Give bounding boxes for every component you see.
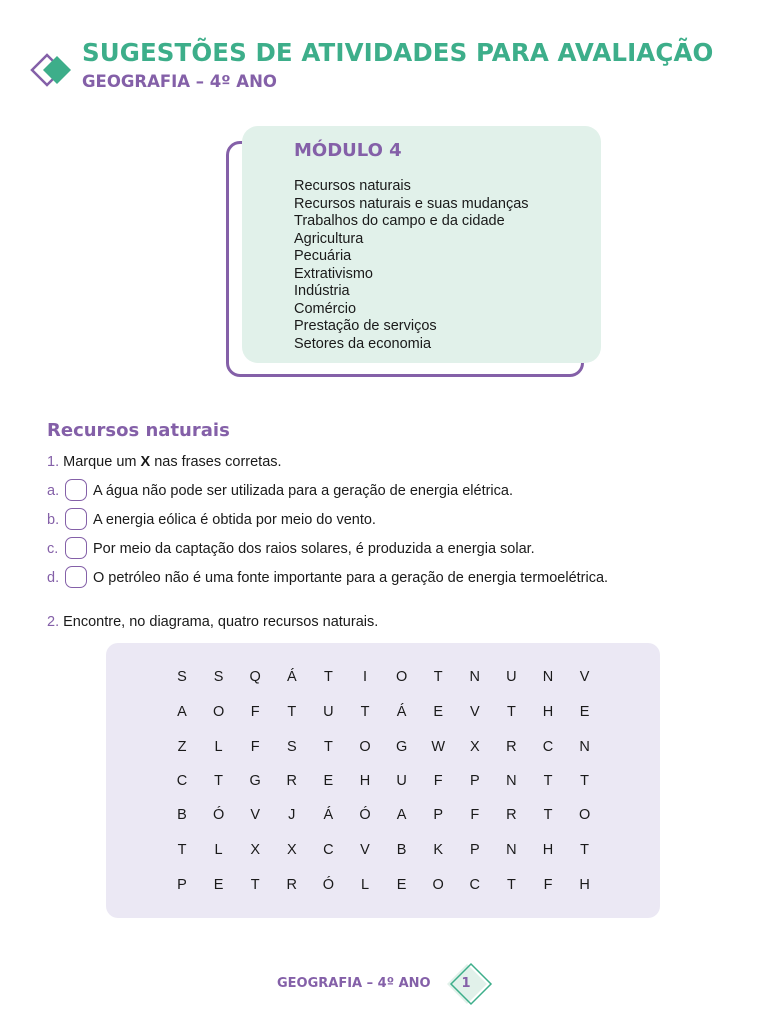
word-search-letter[interactable]: E (579, 704, 590, 720)
option-label: a. (47, 483, 60, 499)
module-topic: Recursos naturais (294, 178, 411, 194)
word-search-letter[interactable]: N (506, 773, 517, 789)
question-text: Encontre, no diagrama, quatro recursos naturais. (63, 614, 379, 630)
module-topic-list (294, 178, 529, 353)
word-search-letter[interactable]: T (506, 704, 516, 720)
word-search-letter[interactable]: P (469, 842, 480, 858)
word-search-letter[interactable]: H (542, 704, 554, 720)
word-search-letter[interactable]: N (469, 669, 481, 685)
word-search-letter[interactable]: H (542, 842, 554, 858)
word-search-letter[interactable]: Á (286, 669, 297, 685)
word-search-letter[interactable]: N (579, 739, 590, 755)
word-search-letter[interactable]: Ó (359, 807, 371, 823)
module-topic: Agricultura (294, 230, 364, 247)
word-search-letter[interactable]: F (250, 739, 260, 755)
question-number: 2. (47, 614, 60, 630)
word-search-letter[interactable]: R (506, 807, 517, 823)
option-label: d. (47, 570, 60, 586)
word-search-letter[interactable]: H (359, 773, 371, 789)
word-search-letter[interactable]: S (286, 739, 297, 755)
word-search-letter[interactable]: N (506, 842, 517, 858)
footer-subject: GEOGRAFIA – 4º ANO (277, 976, 431, 991)
word-search-letter[interactable]: Q (249, 669, 261, 685)
word-search-letter[interactable]: E (323, 773, 334, 789)
word-search-letter[interactable]: T (433, 669, 443, 685)
word-search-letter[interactable]: R (286, 877, 298, 893)
answer-checkbox[interactable] (65, 566, 87, 588)
word-search-letter[interactable]: O (395, 669, 408, 685)
word-search-letter[interactable]: T (543, 773, 553, 789)
word-search-letter[interactable]: Á (396, 704, 407, 720)
word-search-letter[interactable]: Ó (212, 807, 225, 823)
word-search-letter[interactable]: E (433, 704, 444, 720)
word-search-letter[interactable]: Á (323, 807, 334, 823)
word-search-letter[interactable]: U (396, 773, 407, 789)
word-search-letter[interactable]: L (214, 842, 223, 858)
module-topic: Setores da economia (294, 335, 432, 352)
word-search-letter[interactable]: X (250, 842, 261, 858)
word-search-letter[interactable]: P (469, 773, 480, 789)
word-search-letter[interactable]: O (432, 877, 444, 893)
option-text: Por meio da captação dos raios solares, é produzida a energia solar. (93, 541, 535, 557)
question-text: nas frases corretas. (154, 454, 282, 470)
word-search-letter[interactable]: X (286, 842, 297, 858)
word-search-letter[interactable]: H (579, 877, 590, 893)
section-title: Recursos naturais (47, 420, 230, 441)
word-search-letter[interactable]: S (213, 669, 224, 685)
word-search-letter[interactable]: W (431, 739, 446, 755)
option-label: b. (47, 512, 60, 528)
option-label: c. (47, 541, 59, 557)
module-topic: Recursos naturais e suas mudanças (294, 195, 529, 212)
word-search-letter[interactable]: E (396, 877, 407, 893)
word-search-letter[interactable]: B (177, 807, 187, 823)
module-topic: Extrativismo (294, 265, 373, 282)
word-search-letter[interactable]: J (288, 807, 296, 823)
word-search-letter[interactable]: V (579, 669, 590, 685)
option-text: A energia eólica é obtida por meio do vento. (93, 512, 376, 528)
module-topic: Comércio (294, 300, 357, 317)
word-search-letter[interactable]: R (286, 773, 298, 789)
word-search-letter[interactable]: R (506, 739, 517, 755)
word-search-letter[interactable]: P (177, 877, 187, 893)
page-number: 1 (461, 976, 471, 991)
word-search-letter[interactable]: T (177, 842, 187, 858)
word-search-letter[interactable]: A (177, 704, 187, 720)
word-search-letter[interactable]: F (250, 704, 260, 720)
question-mark-x: X (140, 454, 151, 470)
word-search-letter[interactable]: T (250, 877, 260, 893)
word-search-letter[interactable]: N (542, 669, 554, 685)
word-search-letter[interactable]: L (214, 739, 223, 755)
module-topic: Trabalhos do campo e da cidade (294, 213, 505, 229)
option-text: O petróleo não é uma fonte importante para a geração de energia termoelétrica. (93, 570, 609, 586)
page-subtitle: GEOGRAFIA – 4º ANO (82, 72, 277, 91)
word-search-letter[interactable]: U (323, 704, 334, 720)
answer-checkbox[interactable] (65, 537, 87, 559)
word-search-letter[interactable]: T (543, 807, 553, 823)
word-search-letter[interactable]: C (469, 877, 481, 893)
word-search-letter[interactable]: S (177, 669, 187, 685)
question-text: Marque um (63, 454, 137, 470)
word-search-letter[interactable]: O (359, 739, 371, 755)
word-search-letter[interactable]: T (323, 739, 333, 755)
word-search-letter[interactable]: C (542, 739, 554, 755)
word-search-letter[interactable]: A (396, 807, 407, 823)
word-search-letter[interactable]: U (506, 669, 517, 685)
diamond-logo-icon (28, 52, 76, 88)
module-topic: Indústria (294, 283, 350, 299)
word-search-letter[interactable]: V (250, 807, 261, 823)
word-search-letter[interactable]: T (360, 704, 370, 720)
word-search-letter[interactable]: B (396, 842, 407, 858)
answer-checkbox[interactable] (65, 508, 87, 530)
word-search-letter[interactable]: T (214, 773, 224, 789)
word-search-letter[interactable]: Ó (322, 877, 335, 893)
word-search-letter[interactable]: K (433, 842, 444, 858)
word-search-letter[interactable]: C (323, 842, 334, 858)
page-title: SUGESTÕES DE ATIVIDADES PARA AVALIAÇÃO (82, 38, 714, 67)
word-search-letter[interactable]: V (360, 842, 370, 858)
word-search-letter[interactable]: T (580, 842, 590, 858)
word-search-letter[interactable]: G (249, 773, 261, 789)
word-search-letter[interactable]: F (433, 773, 443, 789)
question-1-prompt (47, 454, 282, 470)
word-search-letter[interactable]: F (470, 807, 480, 823)
word-search-letter[interactable]: T (580, 773, 590, 789)
word-search-letter[interactable]: T (323, 669, 333, 685)
module-topic: Pecuária (294, 248, 352, 264)
word-search-letter[interactable]: X (469, 739, 480, 755)
question-number: 1. (47, 454, 60, 470)
word-search-letter[interactable]: V (469, 704, 480, 720)
word-search-letter[interactable]: T (287, 704, 297, 720)
word-search-letter[interactable]: P (433, 807, 444, 823)
word-search-letter[interactable]: I (362, 669, 368, 685)
word-search-letter[interactable]: F (543, 877, 553, 893)
answer-checkbox[interactable] (65, 479, 87, 501)
module-title: MÓDULO 4 (294, 140, 402, 161)
word-search-letter[interactable]: O (578, 807, 591, 823)
word-search-letter[interactable]: E (213, 877, 224, 893)
word-search-letter[interactable]: T (506, 877, 516, 893)
module-topic: Prestação de serviços (294, 318, 437, 334)
word-search-letter[interactable]: G (395, 739, 408, 755)
word-search-letter[interactable]: Z (177, 739, 187, 755)
question-2-prompt (47, 614, 378, 630)
word-search-letter[interactable]: O (212, 704, 225, 720)
word-search-letter[interactable]: L (360, 877, 370, 893)
word-search-letter[interactable]: C (176, 773, 188, 789)
option-text: A água não pode ser utilizada para a geração de energia elétrica. (93, 483, 513, 499)
